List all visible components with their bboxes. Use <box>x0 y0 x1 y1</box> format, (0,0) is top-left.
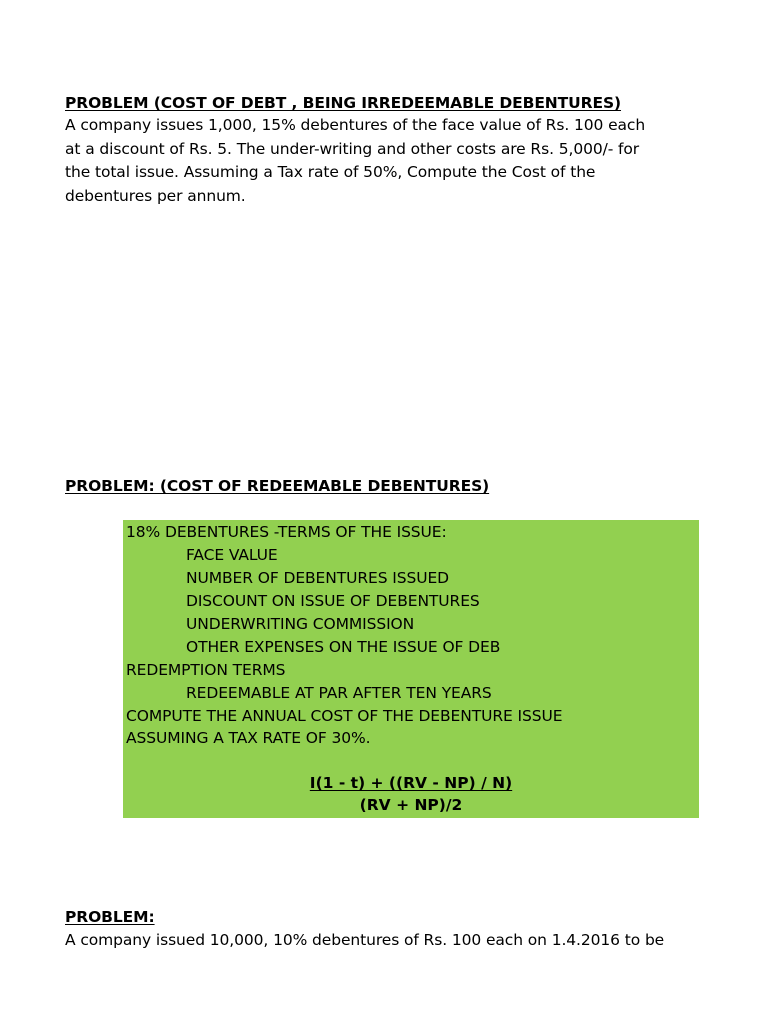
problem-3-text <box>65 929 664 953</box>
problem-1-line: A company issues 1,000, 15% debentures of the face value of Rs. 100 each <box>65 116 646 134</box>
formula-numerator: I(1 - t) + ((RV - NP) / N) <box>309 774 513 792</box>
problem-1-line: at a discount of Rs. 5. The under-writing and other costs are Rs. 5,000/- for <box>65 139 640 158</box>
term-item: OTHER EXPENSES ON THE ISSUE OF DEB <box>186 638 501 656</box>
redemption-title: REDEMPTION TERMS <box>126 661 286 679</box>
debenture-terms-box <box>123 520 699 818</box>
redemption-item: REDEEMABLE AT PAR AFTER TEN YEARS <box>186 684 492 702</box>
terms-title: 18% DEBENTURES -TERMS OF THE ISSUE: <box>126 523 447 541</box>
instruction-line: COMPUTE THE ANNUAL COST OF THE DEBENTURE ISSUE <box>126 707 563 725</box>
problem-3-heading: PROBLEM: <box>65 908 155 926</box>
formula-denominator: (RV + NP)/2 <box>359 796 463 814</box>
problem-1-line: the total issue. Assuming a Tax rate of 50%, Compute the Cost of the <box>65 163 596 181</box>
problem-3-line: A company issued 10,000, 10% debentures of Rs. 100 each on 1.4.2016 to be <box>65 931 665 949</box>
problem-1-text <box>65 114 645 208</box>
term-item: DISCOUNT ON ISSUE OF DEBENTURES <box>186 592 480 610</box>
problem-1-line: debentures per annum. <box>65 186 246 205</box>
problem-1-heading: PROBLEM (COST OF DEBT , BEING IRREDEEMABLE DEBENTURES) <box>65 94 622 112</box>
problem-2-heading: PROBLEM: (COST OF REDEEMABLE DEBENTURES) <box>65 477 490 495</box>
instruction-line: ASSUMING A TAX RATE OF 30%. <box>126 729 371 747</box>
term-item: UNDERWRITING COMMISSION <box>186 615 415 633</box>
term-item: NUMBER OF DEBENTURES ISSUED <box>186 569 449 587</box>
term-item: FACE VALUE <box>186 546 278 564</box>
